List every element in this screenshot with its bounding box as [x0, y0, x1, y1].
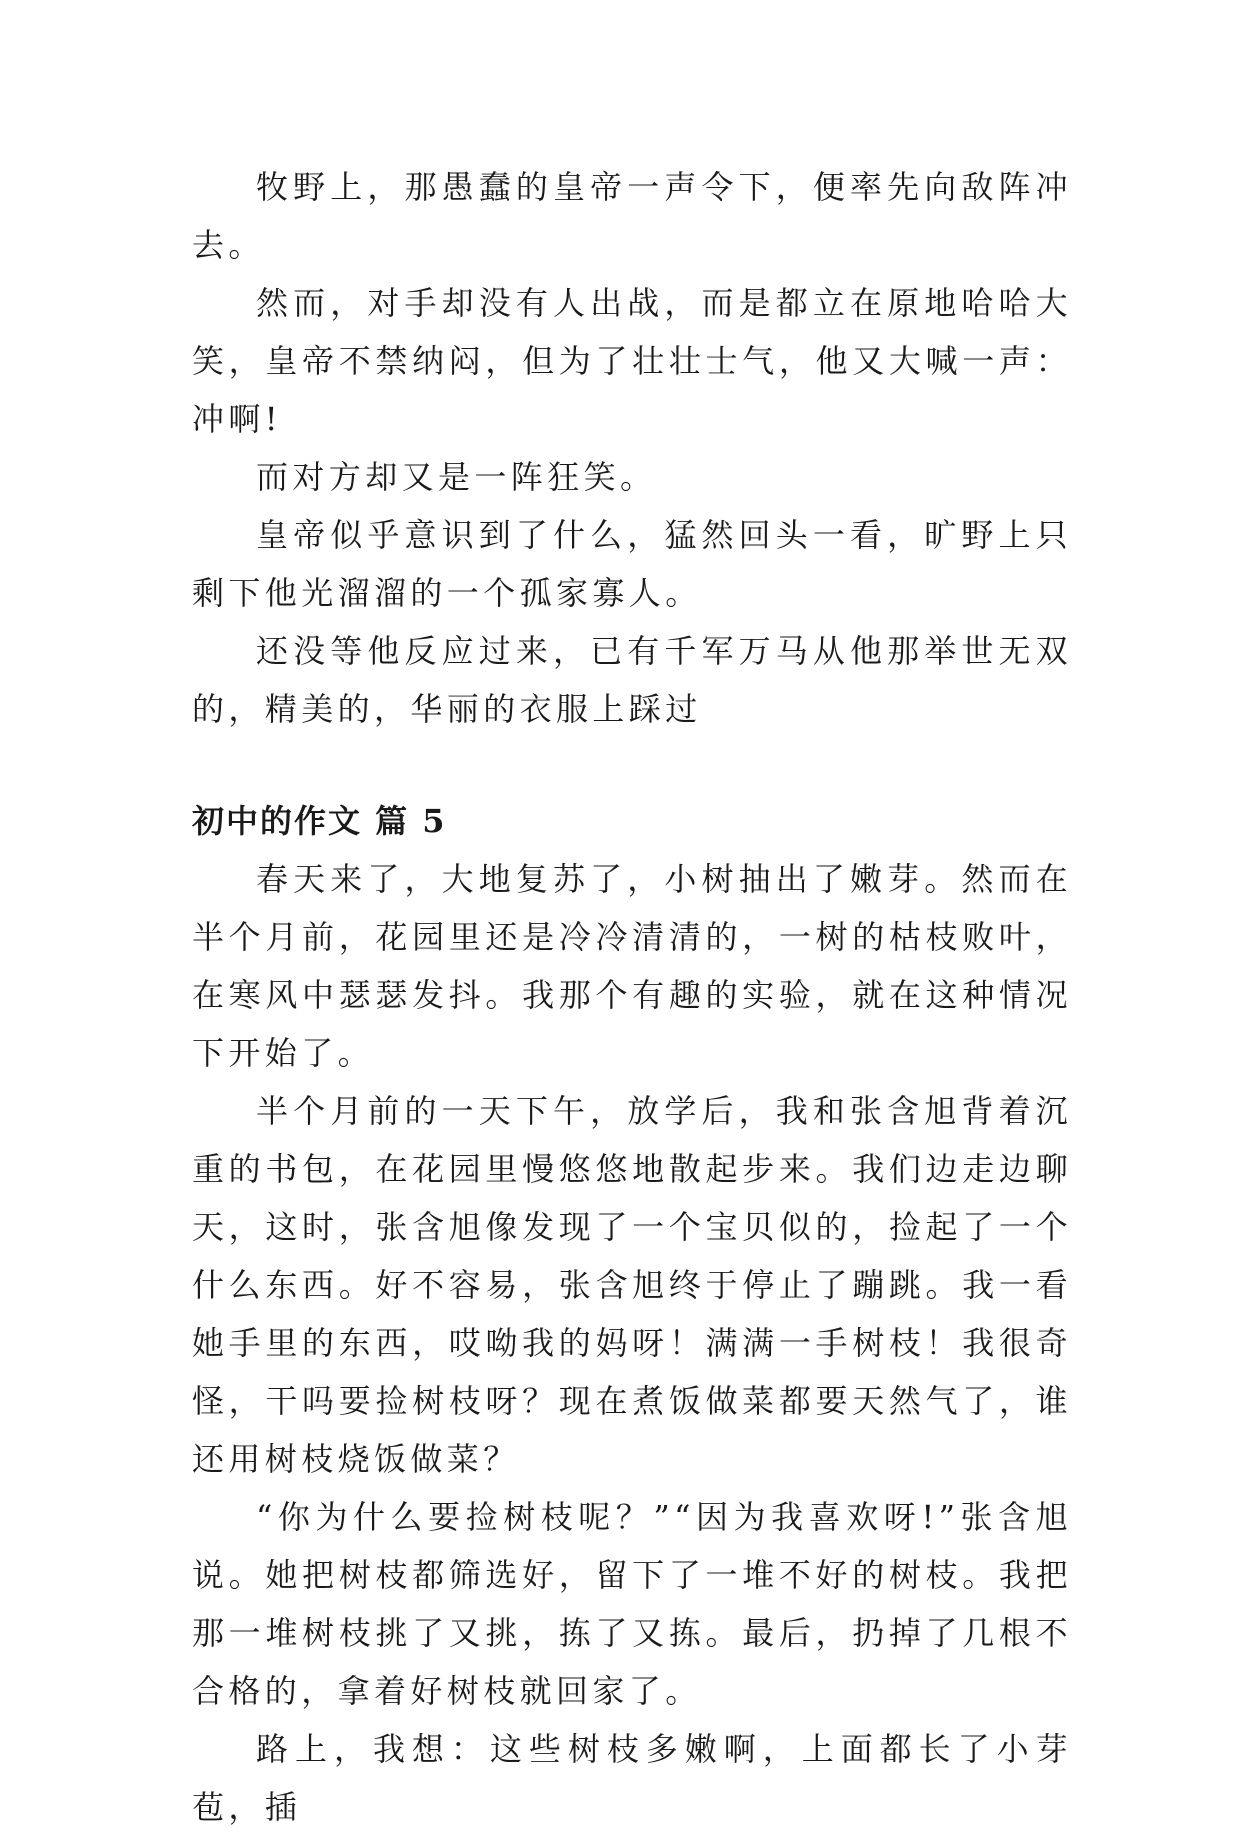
paragraph: 然而，对手却没有人出战，而是都立在原地哈哈大笑，皇帝不禁纳闷，但为了壮壮士气，他又大喊一声：冲啊!: [192, 284, 1072, 438]
paragraph: 半个月前的一天下午，放学后，我和张含旭背着沉重的书包，在花园里慢悠悠地散起步来。我们边走边聊天，这时，张含旭像发现了一个宝贝似的，捡起了一个什么东西。好不容易，张含旭终于停止了蹦跳。我一看她手里的东西，哎呦我的妈呀！满满一手树枝！我很奇怪，干吗要捡树枝呀？现在煮饭做菜都要天然气了，谁还用树枝烧饭做菜？: [192, 1092, 1072, 1478]
paragraph: “你为什么要捡树枝呢？”“因为我喜欢呀!”张含旭说。她把树枝都筛选好，留下了一堆不好的树枝。我把那一堆树枝挑了又挑，拣了又拣。最后，扔掉了几根不合格的，拿着好树枝就回家了。: [192, 1498, 1072, 1710]
section-spacer: [192, 738, 1072, 792]
paragraph: 还没等他反应过来，已有千军万马从他那举世无双的，精美的，华丽的衣服上踩过: [192, 632, 1072, 728]
section-title: 初中的作文 篇 5: [192, 802, 447, 840]
paragraph: 春天来了，大地复苏了，小树抽出了嫩芽。然而在半个月前，花园里还是冷冷清清的，一树的枯枝败叶，在寒风中瑟瑟发抖。我那个有趣的实验，就在这种情况下开始了。: [192, 860, 1072, 1072]
paragraph: 而对方却又是一阵狂笑。: [256, 458, 657, 496]
paragraph: 牧野上，那愚蠢的皇帝一声令下，便率先向敌阵冲去。: [192, 168, 1072, 264]
paragraph: 路上，我想：这些树枝多嫩啊，上面都长了小芽苞，插: [192, 1730, 1072, 1826]
paragraph: 皇帝似乎意识到了什么，猛然回头一看，旷野上只剩下他光溜溜的一个孤家寡人。: [192, 516, 1072, 612]
document-body: [192, 158, 1072, 1836]
